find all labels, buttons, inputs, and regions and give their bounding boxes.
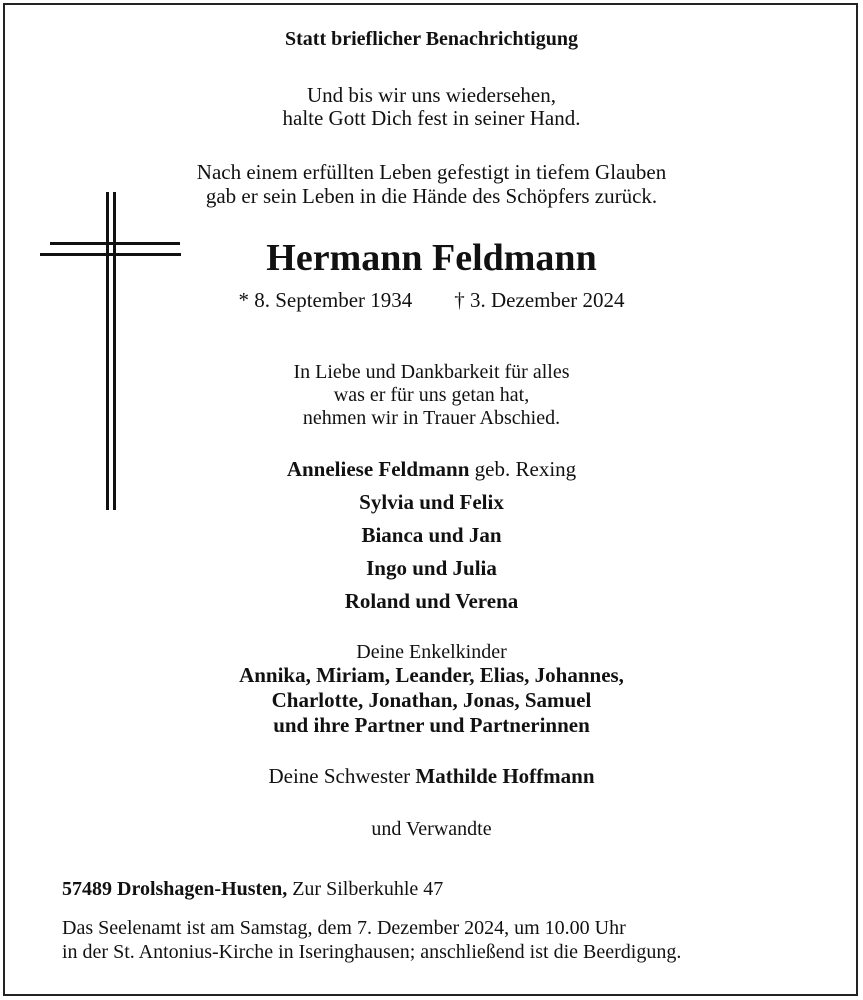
farewell-line-1: In Liebe und Dankbarkeit für alles [293, 361, 570, 383]
intro-line-1: Nach einem erfüllten Leben gefestigt in tiefem Glauben [196, 160, 667, 184]
birth-date: * 8. September 1934 [238, 288, 413, 312]
farewell-line-2: was er für uns getan hat, [333, 384, 530, 406]
child-couple-2: Bianca und Jan [361, 523, 502, 547]
farewell-line-3: nehmen wir in Trauer Abschied. [302, 407, 561, 429]
verse-line-1: Und bis wir uns wiedersehen, [306, 83, 557, 107]
grandchildren-line-3: und ihre Partner und Partnerinnen [273, 713, 590, 737]
relatives-line: und Verwandte [371, 818, 492, 840]
child-couple-1: Sylvia und Felix [359, 490, 504, 514]
address-place: 57489 Drolshagen-Husten, [62, 878, 288, 900]
grandchildren-line-2: Charlotte, Jonathan, Jonas, Samuel [271, 688, 592, 712]
address-street: Zur Silberkuhle 47 [292, 878, 444, 900]
widow-line [0, 457, 863, 482]
service-line-1: Das Seelenamt ist am Samstag, dem 7. Dezember 2024, um 10.00 Uhr [62, 917, 626, 939]
deceased-name: Hermann Feldmann [266, 237, 597, 279]
notice-header: Statt brieflicher Benachrichtigung [285, 28, 578, 50]
life-dates [0, 288, 863, 313]
grandchildren-line-1: Annika, Miriam, Leander, Elias, Johannes, [239, 663, 624, 687]
sister-line [0, 764, 863, 789]
intro-line-2: gab er sein Leben in die Hände des Schöpfers zurück. [205, 184, 658, 208]
child-couple-4: Roland und Verena [344, 589, 519, 613]
child-couple-3: Ingo und Julia [366, 556, 497, 580]
sister-label: Deine Schwester [268, 764, 411, 788]
address-line [62, 877, 443, 901]
service-line-2: in der St. Antonius-Kirche in Iseringhausen; anschließend ist die Beerdigung. [62, 941, 682, 963]
grandchildren-label: Deine Enkelkinder [356, 641, 507, 663]
widow-maiden-name: geb. Rexing [474, 457, 577, 481]
verse-line-2: halte Gott Dich fest in seiner Hand. [282, 106, 581, 130]
sister-name: Mathilde Hoffmann [415, 764, 595, 788]
widow-name: Anneliese Feldmann [286, 457, 470, 481]
death-date: † 3. Dezember 2024 [454, 288, 625, 312]
